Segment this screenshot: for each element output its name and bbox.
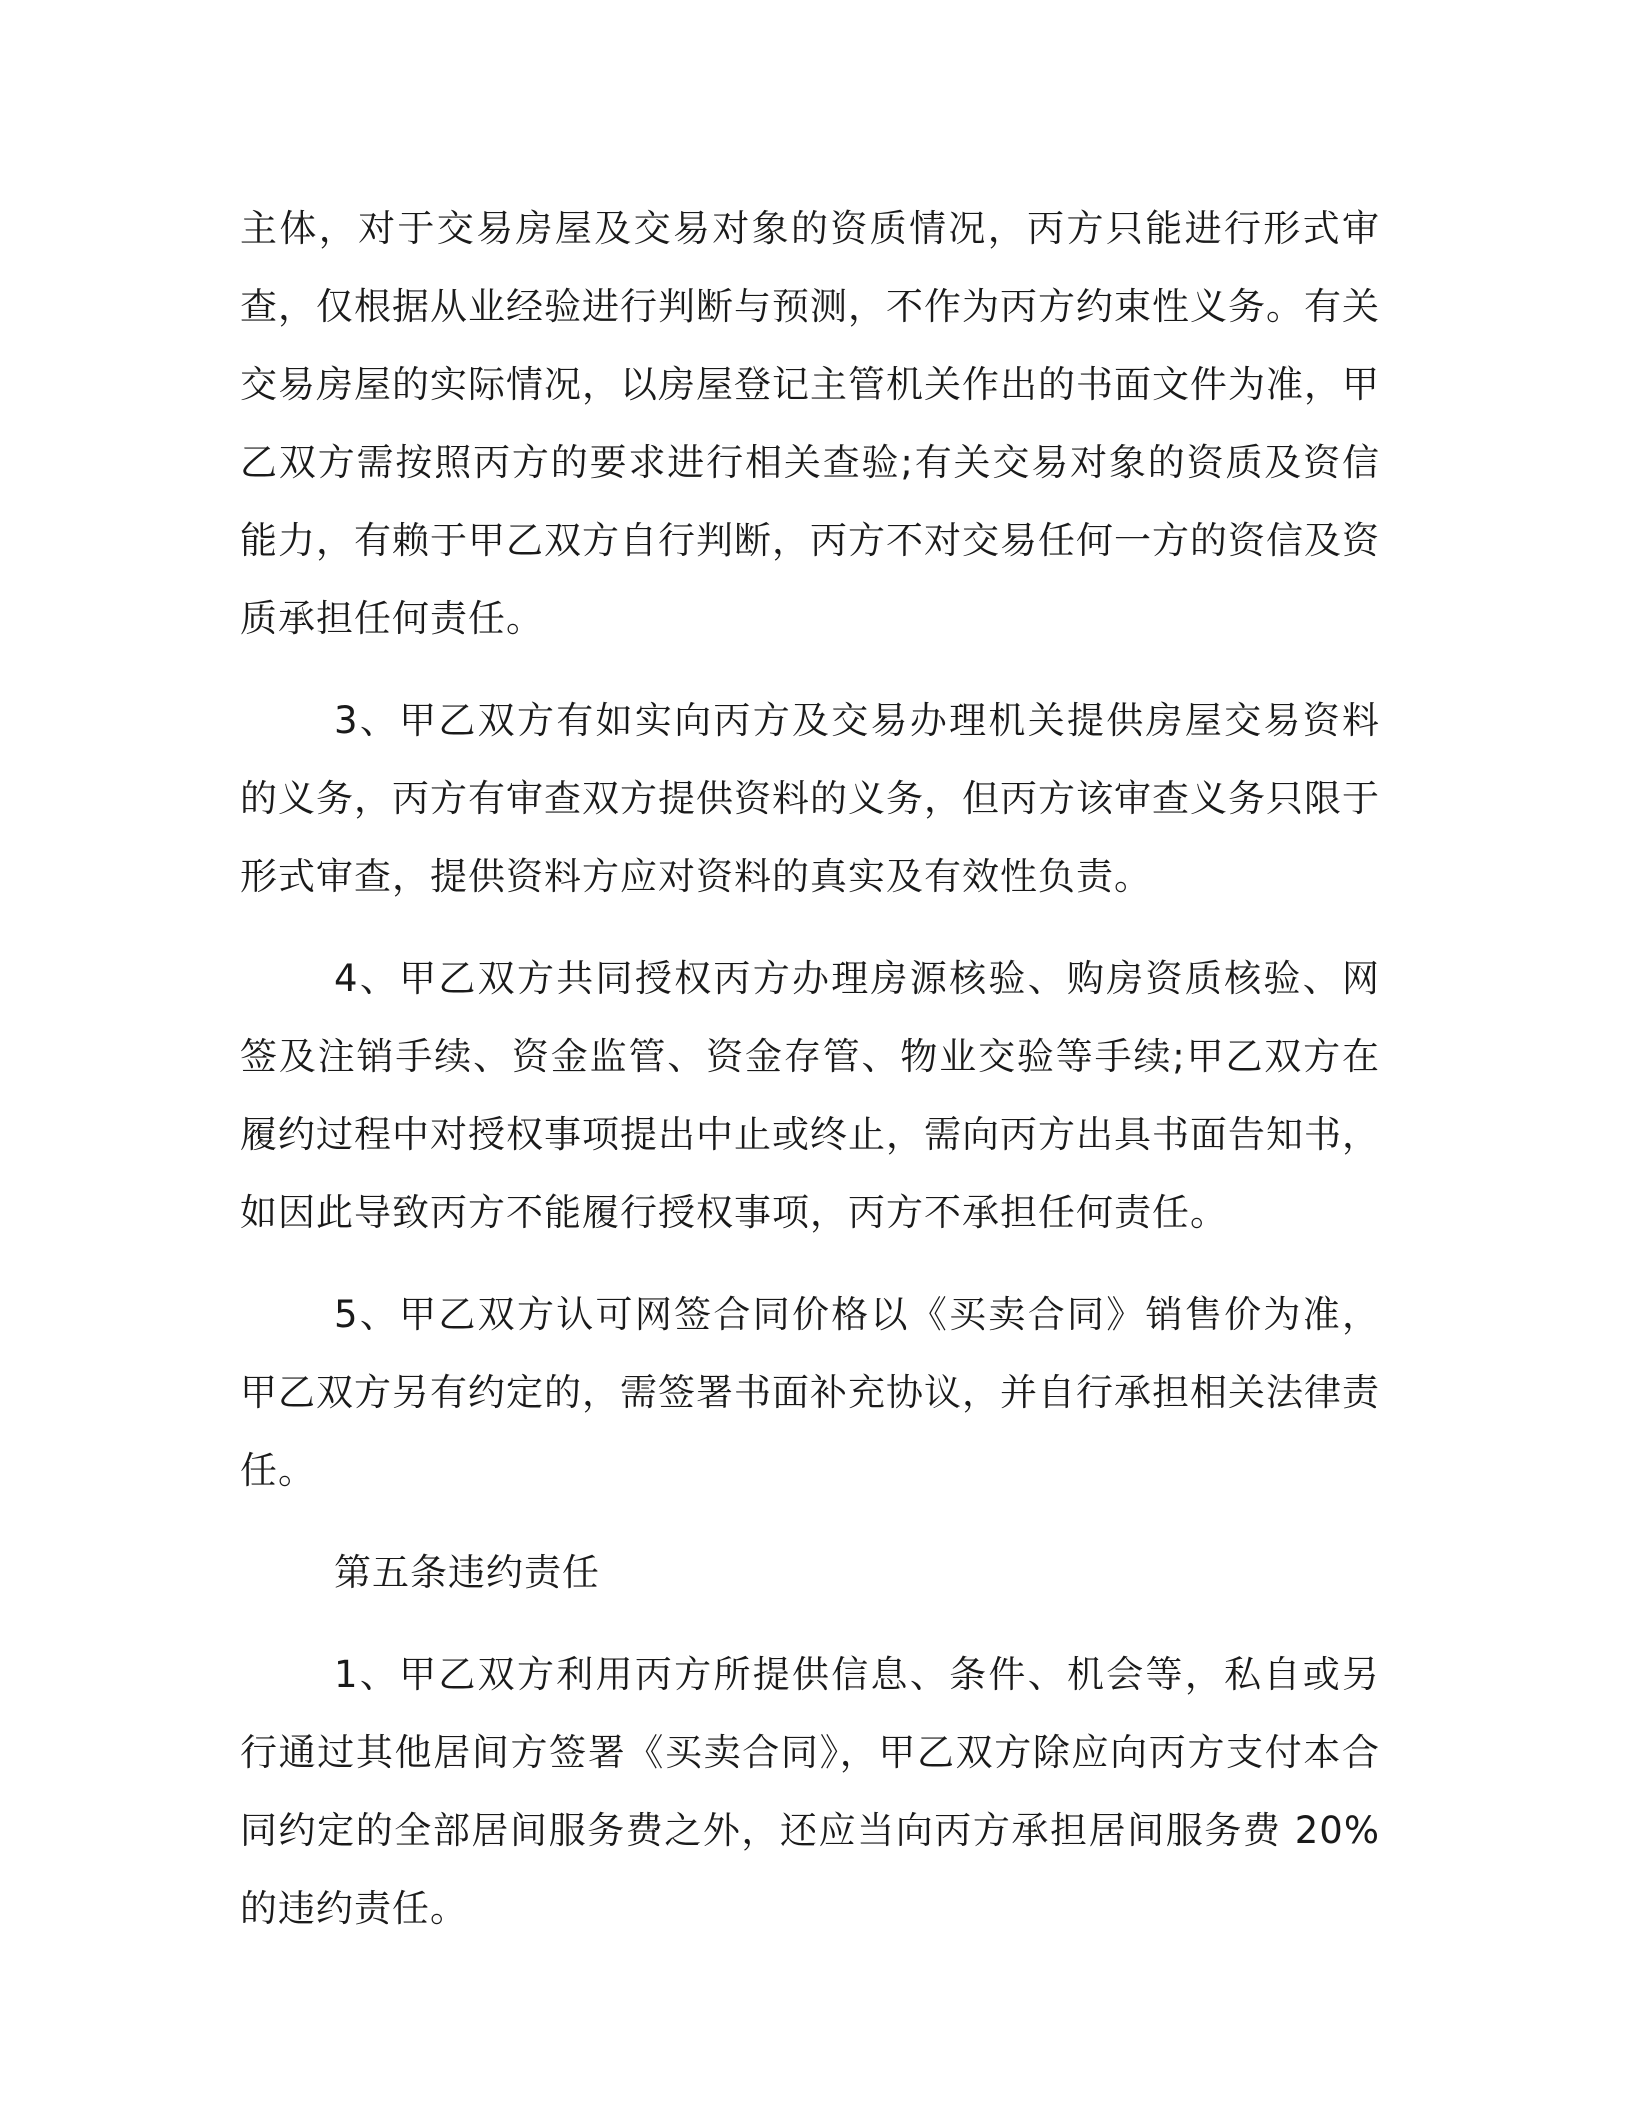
- paragraph-article-5-item-1: 1、甲乙双方利用丙方所提供信息、条件、机会等，私自或另行通过其他居间方签署《买卖合同》，甲乙双方除应向丙方支付本合同约定的全部居间服务费之外，还应当向丙方承担居间服务费 20%的违约责任。: [240, 1653, 1380, 1930]
- paragraph-item-3: 3、甲乙双方有如实向丙方及交易办理机关提供房屋交易资料的义务，丙方有审查双方提供资料的义务，但丙方该审查义务只限于形式审查，提供资料方应对资料的真实及有效性负责。: [240, 699, 1380, 898]
- article-heading: 第五条违约责任: [334, 1551, 600, 1594]
- paragraph-item-4: 4、甲乙双方共同授权丙方办理房源核验、购房资质核验、网签及注销手续、资金监管、资金存管、物业交验等手续;甲乙双方在履约过程中对授权事项提出中止或终止，需向丙方出具书面告知书，如因此导致丙方不能履行授权事项，丙方不承担任何责任。: [240, 957, 1380, 1234]
- document-body: [240, 190, 1380, 1948]
- paragraph-item-5: 5、甲乙双方认可网签合同价格以《买卖合同》销售价为准，甲乙双方另有约定的，需签署书面补充协议，并自行承担相关法律责任。: [240, 1293, 1380, 1492]
- paragraph-continuation: 主体，对于交易房屋及交易对象的资质情况，丙方只能进行形式审查，仅根据从业经验进行判断与预测，不作为丙方约束性义务。有关交易房屋的实际情况，以房屋登记主管机关作出的书面文件为准，甲乙双方需按照丙方的要求进行相关查验;有关交易对象的资质及资信能力，有赖于甲乙双方自行判断，丙方不对交易任何一方的资信及资质承担任何责任。: [240, 207, 1380, 640]
